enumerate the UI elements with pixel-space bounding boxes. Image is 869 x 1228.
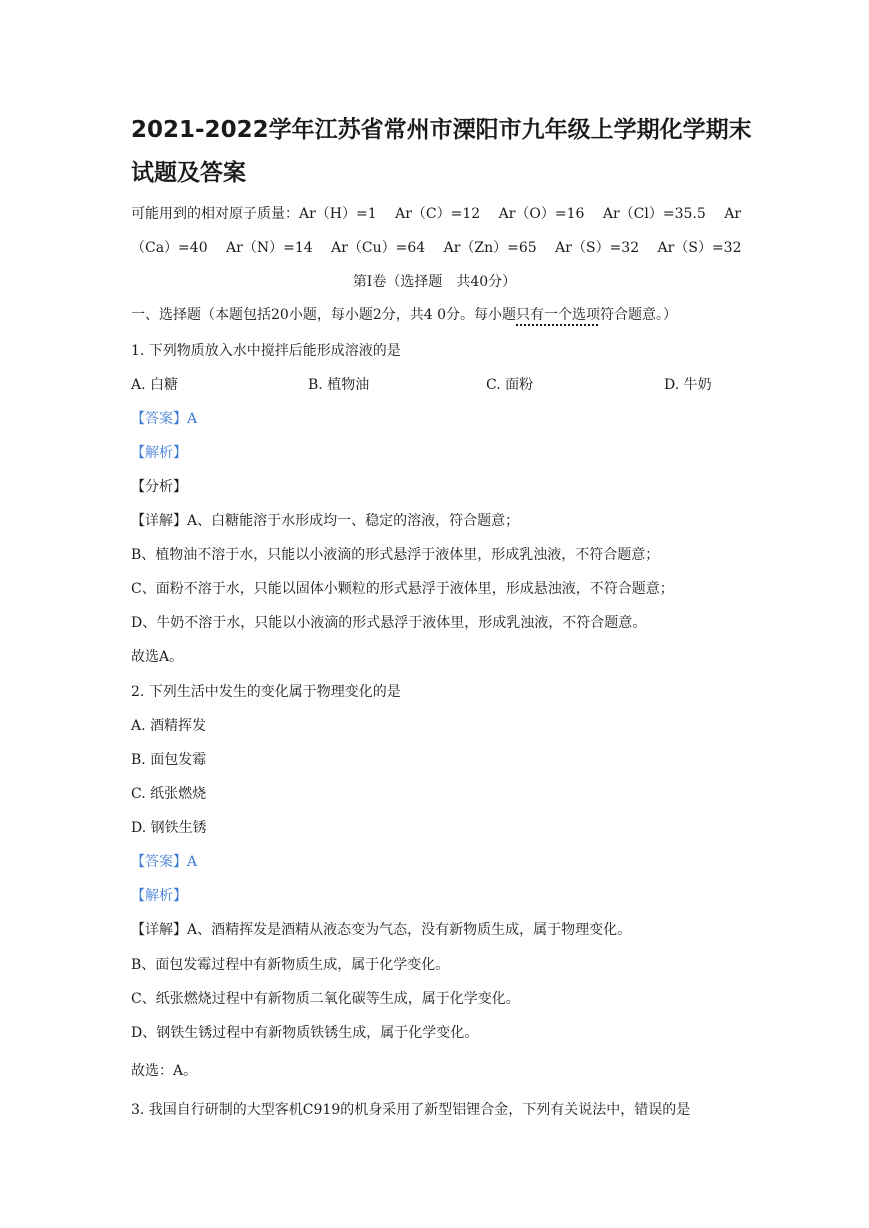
q1-option-d: D. 牛奶 — [664, 377, 712, 393]
q2-detail-1: B、面包发霉过程中有新物质生成，属于化学变化。 — [131, 957, 450, 973]
q2-detail-3: D、钢铁生锈过程中有新物质铁锈生成，属于化学变化。 — [131, 1025, 479, 1041]
q2-option-a: A. 酒精挥发 — [131, 718, 207, 734]
doc-title-line2: 试题及答案 — [131, 160, 246, 186]
q1-stem: 1. 下列物质放入水中搅拌后能形成溶液的是 — [131, 343, 401, 359]
doc-title-line1: 2021-2022学年江苏省常州市溧阳市九年级上学期化学期末 — [131, 117, 752, 143]
q1-fenxi-tag: 【分析】 — [131, 479, 187, 495]
q2-option-d: D. 钢铁生锈 — [131, 820, 207, 836]
q1-option-a: A. 白糖 — [131, 377, 179, 393]
section-intro-after: 符合题意。） — [600, 307, 677, 323]
q1-detail-3: D、牛奶不溶于水，只能以小液滴的形式悬浮于液体里，形成乳浊液，不符合题意。 — [131, 615, 647, 631]
q2-detail-0: 【详解】A、酒精挥发是酒精从液态变为气态，没有新物质生成，属于物理变化。 — [131, 922, 632, 938]
section-title: 第Ⅰ卷（选择题 共40分） — [352, 274, 517, 290]
q1-analysis-tag: 【解析】 — [131, 445, 187, 461]
q2-stem: 2. 下列生活中发生的变化属于物理变化的是 — [131, 684, 401, 700]
q2-detail-2: C、纸张燃烧过程中有新物质二氧化碳等生成，属于化学变化。 — [131, 991, 520, 1007]
q2-option-c: C. 纸张燃烧 — [131, 786, 207, 802]
q2-conclusion: 故选：A。 — [131, 1063, 198, 1079]
section-intro — [131, 305, 677, 325]
q2-option-b: B. 面包发霉 — [131, 752, 207, 768]
section-intro-emphasis: 只有一个选项 — [516, 307, 600, 323]
q2-answer: 【答案】A — [131, 854, 198, 870]
atomic-masses-line1: 可能用到的相对原子质量：Ar（H）=1 Ar（C）=12 Ar（O）=16 Ar（Cl）=35.5 Ar — [131, 206, 742, 222]
section-intro-before: 一、选择题（本题包括20小题，每小题2分，共4 0分。每小题 — [131, 307, 516, 323]
q1-detail-2: C、面粉不溶于水，只能以固体小颗粒的形式悬浮于液体里，形成悬浊液，不符合题意； — [131, 581, 674, 597]
q1-answer-text: 【答案】A — [131, 411, 198, 427]
q1-answer — [131, 409, 197, 429]
q2-analysis-tag: 【解析】 — [131, 888, 187, 904]
q3-stem: 3. 我国自行研制的大型客机C919的机身采用了新型铝锂合金，下列有关说法中，错误的是 — [131, 1102, 691, 1118]
q1-detail-0: 【详解】A、白糖能溶于水形成均一、稳定的溶液，符合题意； — [131, 513, 520, 529]
atomic-masses-line2: （Ca）=40 Ar（N）=14 Ar（Cu）=64 Ar（Zn）=65 Ar（S）=32 Ar（S）=32 — [131, 240, 742, 256]
q1-detail-1: B、植物油不溶于水，只能以小液滴的形式悬浮于液体里，形成乳浊液，不符合题意； — [131, 547, 660, 563]
q1-option-b: B. 植物油 — [308, 377, 370, 393]
q1-option-c: C. 面粉 — [486, 377, 534, 393]
q1-conclusion: 故选A。 — [131, 649, 184, 665]
